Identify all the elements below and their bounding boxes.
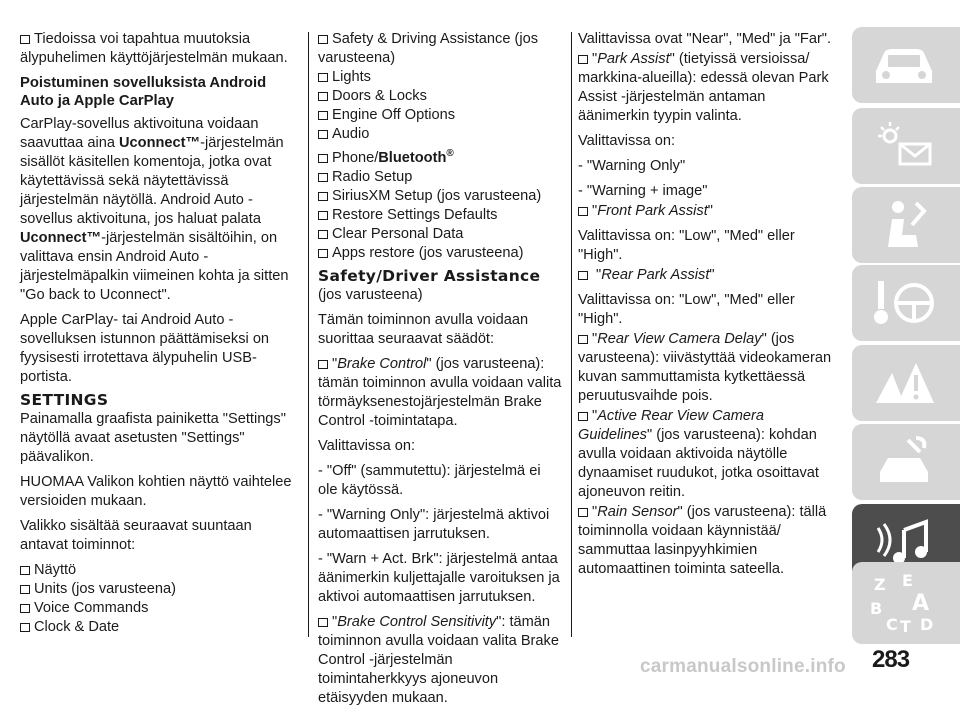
tab-index[interactable] bbox=[852, 562, 960, 644]
checkbox-bullet-icon bbox=[318, 35, 328, 44]
paragraph: "Front Park Assist" bbox=[578, 202, 840, 221]
list-item: Phone/Bluetooth® bbox=[318, 144, 564, 168]
checkbox-bullet-icon bbox=[318, 92, 328, 101]
svg-text:E: E bbox=[902, 571, 913, 590]
paragraph: "Active Rear View Camera Guidelines" (jos varusteena): kohdan avulla voidaan aktivoida näytölle dynaamiset ruudukot, jotka osoittavat ajoneuvon reitin. bbox=[578, 408, 819, 500]
checkbox-bullet-icon bbox=[20, 35, 30, 44]
checkbox-bullet-icon bbox=[578, 207, 588, 216]
tab-vehicle[interactable] bbox=[852, 27, 960, 103]
paragraph: Valittavissa on: bbox=[578, 133, 676, 149]
svg-text:Z: Z bbox=[874, 575, 886, 594]
paragraph: Valikko sisältää seuraavat suuntaan antavat toiminnot: bbox=[20, 518, 252, 553]
paragraph: "Rain Sensor" (jos varusteena): tällä toiminnolla voidaan käynnistää/ sammuttaa lasinpyyhkimien automaattinen toiminta sateella. bbox=[578, 504, 827, 577]
index-icon bbox=[868, 570, 944, 636]
checkbox-bullet-icon bbox=[318, 249, 328, 258]
checkbox-bullet-icon bbox=[20, 566, 30, 575]
svg-text:C: C bbox=[886, 615, 898, 634]
paragraph: Tämän toiminnon avulla voidaan suorittaa seuraavat säädöt: bbox=[318, 311, 529, 347]
list-item: Radio Setup bbox=[318, 168, 564, 187]
column-divider bbox=[308, 32, 309, 637]
tab-safety[interactable] bbox=[852, 187, 960, 263]
checkbox-bullet-icon bbox=[318, 173, 328, 182]
paragraph: Valittavissa on: "Low", "Med" eller "High". bbox=[578, 228, 795, 263]
tab-starting-driving[interactable] bbox=[852, 265, 960, 341]
paragraph: "Brake Control Sensitivity": tämän toiminnon avulla voidaan valita Brake Control -järjestelmän toimintaherkkyys ajoneuvon etäisyyden mukaan. bbox=[318, 613, 559, 706]
column-1 bbox=[20, 30, 302, 643]
checkbox-bullet-icon bbox=[318, 130, 328, 139]
warning-lights-icon bbox=[868, 116, 940, 176]
paragraph: - "Warning Only" bbox=[578, 158, 686, 174]
paragraph: "Rear View Camera Delay" (jos varusteena): viivästyttää videokameran kuvan sammuttamista kytkettäessä peruutusvaihde pois. bbox=[578, 331, 832, 404]
paragraph: Valittavissa on: bbox=[318, 437, 416, 454]
checkbox-bullet-icon bbox=[20, 623, 30, 632]
airbag-seat-icon bbox=[868, 195, 940, 255]
checkbox-bullet-icon bbox=[578, 335, 588, 344]
checkbox-bullet-icon bbox=[578, 55, 588, 64]
checkbox-bullet-icon bbox=[578, 412, 588, 421]
svg-text:B: B bbox=[870, 599, 883, 618]
tab-emergency[interactable] bbox=[852, 345, 960, 421]
list-item: Audio bbox=[318, 125, 564, 144]
paragraph: - "Warning Only": järjestelmä aktivoi automaattisen jarrutuksen. bbox=[318, 506, 550, 542]
chapter-tabs bbox=[852, 0, 960, 678]
paragraph: - "Warning + image" bbox=[578, 183, 708, 199]
car-icon bbox=[868, 35, 940, 95]
paragraph: - "Off" (sammutettu): järjestelmä ei ole käytössä. bbox=[318, 462, 541, 498]
list-item: Doors & Locks bbox=[318, 87, 564, 106]
checkbox-bullet-icon bbox=[318, 192, 328, 201]
list-item: Lights bbox=[318, 68, 564, 87]
column-3 bbox=[578, 30, 840, 585]
paragraph: Painamalla graafista painiketta "Settings" näytöllä avaat asetusten "Settings" päävalikon. bbox=[20, 411, 286, 465]
checkbox-bullet-icon bbox=[20, 604, 30, 613]
paragraph: Tiedoissa voi tapahtua muutoksia älypuhelimen käyttöjärjestelmän mukaan. bbox=[20, 31, 288, 66]
checkbox-bullet-icon bbox=[578, 508, 588, 517]
list-item: Restore Settings Defaults bbox=[318, 206, 564, 225]
list-item: Näyttö bbox=[20, 561, 302, 580]
list-item: SiriusXM Setup (jos varusteena) bbox=[318, 187, 564, 206]
section-heading: SETTINGS bbox=[20, 391, 109, 409]
checkbox-bullet-icon bbox=[318, 360, 328, 369]
checkbox-bullet-icon bbox=[318, 111, 328, 120]
list-item: Clock & Date bbox=[20, 618, 302, 637]
list-item: Engine Off Options bbox=[318, 106, 564, 125]
paragraph: "Brake Control" (jos varusteena): tämän toiminnon avulla voidaan valita törmäyksenestojärjestelmän Brake Control -toimintatapa. bbox=[318, 355, 562, 429]
tab-dashboard[interactable] bbox=[852, 108, 960, 184]
list-item: Safety & Driving Assistance (jos varusteena) bbox=[318, 31, 539, 66]
paragraph: CarPlay-sovellus aktivoituna voidaan saavuttaa aina Uconnect™-järjestelmän sisällöt käsitellen komentoja, jotka ovat käytettävissä sekä näytettävissä järjestelmän näytöllä. Android Auto -sovellus aktivoituna, jos haluat palata Uconnect™-järjestelmän sisältöihin, on valittava ensin Android Auto -järjestelmäpalkin viimeinen kohta ja sitten "Go back to Uconnect". bbox=[20, 116, 289, 303]
svg-text:D: D bbox=[920, 615, 934, 634]
list-item: Apps restore (jos varusteena) bbox=[318, 244, 564, 263]
wrench-car-icon bbox=[868, 432, 940, 492]
checkbox-bullet-icon bbox=[318, 73, 328, 82]
paragraph: Valittavissa on: "Low", "Med" eller "High". bbox=[578, 292, 795, 327]
checkbox-bullet-icon bbox=[318, 154, 328, 163]
checkbox-bullet-icon bbox=[318, 211, 328, 220]
paragraph: "Rear Park Assist" bbox=[578, 266, 840, 285]
watermark: carmanualsonline.info bbox=[640, 656, 846, 677]
column-divider bbox=[571, 32, 572, 637]
paragraph: Apple CarPlay- tai Android Auto -sovelluksen istunnon päättämiseksi on fyysisesti irrotettava älypuhelin USB-portista. bbox=[20, 312, 270, 385]
menu-list bbox=[20, 561, 302, 637]
checkbox-bullet-icon bbox=[20, 585, 30, 594]
paragraph: "Park Assist" (tietyissä versioissa/ markkina-alueilla): edessä olevan Park Assist -järjestelmän antaman äänimerkin tyypin valinta. bbox=[578, 51, 829, 124]
subheading: Poistuminen sovelluksista Android Auto ja Apple CarPlay bbox=[20, 75, 267, 109]
paragraph: - "Warn + Act. Brk": järjestelmä antaa äänimerkin kuljettajalle varoituksen ja aktivoi automaattisen jarrutuksen. bbox=[318, 550, 560, 605]
heading-note: (jos varusteena) bbox=[318, 286, 423, 303]
checkbox-bullet-icon bbox=[578, 271, 588, 280]
key-steering-icon bbox=[868, 273, 940, 333]
svg-text:T: T bbox=[900, 617, 911, 636]
list-item: Clear Personal Data bbox=[318, 225, 564, 244]
paragraph: Valittavissa ovat "Near", "Med" ja "Far". bbox=[578, 31, 832, 47]
checkbox-bullet-icon bbox=[318, 618, 328, 627]
menu-list bbox=[318, 30, 564, 263]
page-number: 283 bbox=[872, 646, 910, 673]
column-2 bbox=[318, 30, 564, 714]
checkbox-bullet-icon bbox=[318, 230, 328, 239]
section-heading: Safety/Driver Assistance bbox=[318, 266, 541, 285]
svg-text:A: A bbox=[912, 591, 930, 616]
list-item: Units (jos varusteena) bbox=[20, 580, 302, 599]
road-warning-icon bbox=[868, 353, 940, 413]
tab-maintenance[interactable] bbox=[852, 424, 960, 500]
list-item: Voice Commands bbox=[20, 599, 302, 618]
note: HUOMAA Valikon kohtien näyttö vaihtelee versioiden mukaan. bbox=[20, 474, 292, 509]
